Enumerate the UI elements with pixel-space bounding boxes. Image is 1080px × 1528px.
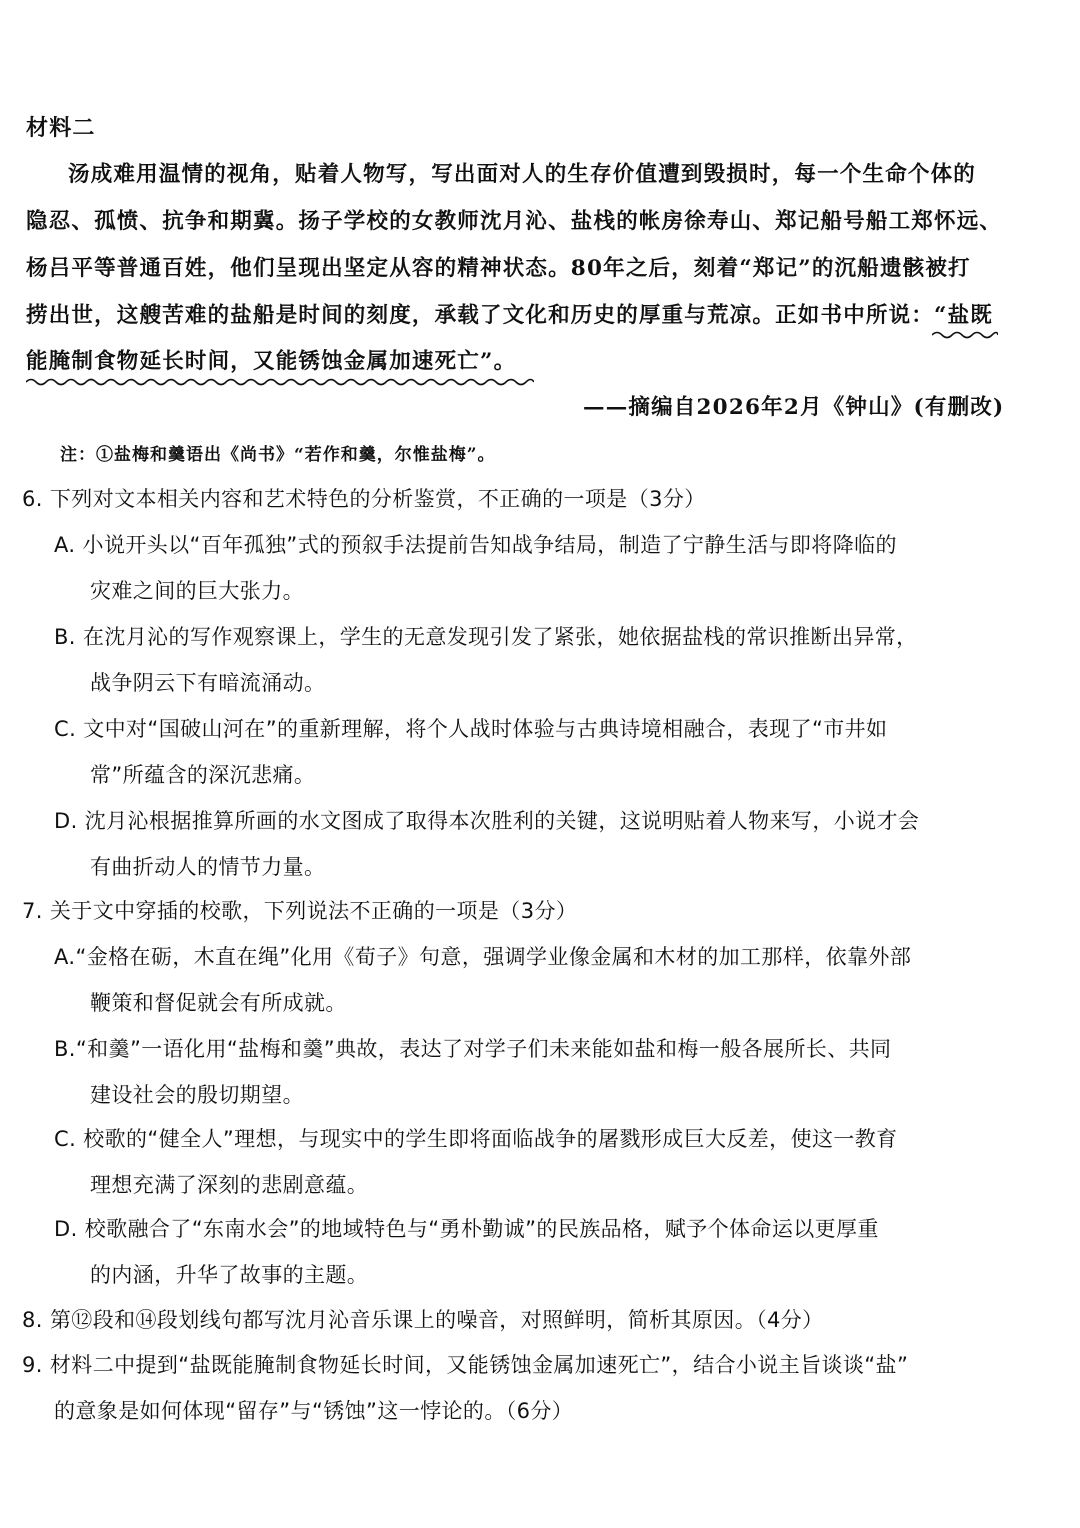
material-paragraph-line: 捞出世，这艘苦难的盐船是时间的刻度，承载了文化和历史的厚重与荒凉。正如书中所说：“盐既 bbox=[26, 303, 993, 328]
material-paragraph-line: 隐忍、孤愤、抗争和期冀。扬子学校的女教师沈月沁、盐栈的帐房徐寿山、郑记船号船工郑怀远、 bbox=[26, 209, 1003, 234]
question-7-option-b: B.“和羹”一语化用“盐梅和羹”典故，表达了对学子们未来能如盐和梅一般各展所长、共同 bbox=[54, 1037, 892, 1061]
question-7-option-a-cont: 鞭策和督促就会有所成就。 bbox=[90, 991, 347, 1015]
question-7-option-c-cont: 理想充满了深刻的悲剧意蕴。 bbox=[90, 1173, 369, 1197]
question-7-option-d-cont: 的内涵，升华了故事的主题。 bbox=[90, 1263, 369, 1287]
question-9-stem-cont: 的意象是如何体现“留存”与“锈蚀”这一悖论的。（6分） bbox=[54, 1399, 574, 1423]
question-6-option-c: C. 文中对“国破山河在”的重新理解，将个人战时体验与古典诗境相融合，表现了“市井如 bbox=[54, 717, 888, 741]
wavy-underline-second bbox=[26, 377, 534, 387]
question-7-option-c: C. 校歌的“健全人”理想，与现实中的学生即将面临战争的屠戮形成巨大反差，使这一教育 bbox=[54, 1127, 898, 1151]
question-7-option-b-cont: 建设社会的殷切期望。 bbox=[90, 1083, 304, 1107]
question-7-stem: 7. 关于文中穿插的校歌，下列说法不正确的一项是（3分） bbox=[22, 899, 578, 923]
material-paragraph-line: 能腌制食物延长时间，又能锈蚀金属加速死亡”。 bbox=[26, 349, 517, 374]
material-heading: 材料二 bbox=[26, 115, 96, 141]
question-6-option-b-cont: 战争阴云下有暗流涌动。 bbox=[90, 671, 326, 695]
question-6-option-a-cont: 灾难之间的巨大张力。 bbox=[90, 579, 304, 603]
material-source: ——摘编自2026年2月《钟山》(有删改) bbox=[583, 395, 1005, 420]
question-6-stem: 6. 下列对文本相关内容和艺术特色的分析鉴赏，不正确的一项是（3分） bbox=[22, 487, 706, 511]
question-6-option-d: D. 沈月沁根据推算所画的水文图成了取得本次胜利的关键，这说明贴着人物来写，小说才会 bbox=[54, 809, 920, 833]
question-7-option-d: D. 校歌融合了“东南水会”的地域特色与“勇朴勤诚”的民族品格，赋予个体命运以更厚重 bbox=[54, 1217, 879, 1241]
question-6-option-a: A. 小说开头以“百年孤独”式的预叙手法提前告知战争结局，制造了宁静生活与即将降临的 bbox=[54, 533, 897, 557]
question-6-option-d-cont: 有曲折动人的情节力量。 bbox=[90, 855, 326, 879]
material-paragraph-line: 杨吕平等普通百姓，他们呈现出坚定从容的精神状态。80年之后，刻着“郑记”的沉船遗骸被打 bbox=[26, 256, 971, 281]
question-7-option-a: A.“金格在砺，木直在绳”化用《荀子》句意，强调学业像金属和木材的加工那样，依靠外部 bbox=[54, 945, 912, 969]
question-8-stem: 8. 第⑫段和⑭段划线句都写沈月沁音乐课上的噪音，对照鲜明，简析其原因。（4分） bbox=[22, 1308, 824, 1332]
question-6-option-b: B. 在沈月沁的写作观察课上，学生的无意发现引发了紧张，她依据盐栈的常识推断出异常， bbox=[54, 625, 918, 649]
question-6-option-c-cont: 常”所蕴含的深沉悲痛。 bbox=[90, 763, 316, 787]
material-note: 注：①盐梅和羹语出《尚书》“若作和羹，尔惟盐梅”。 bbox=[60, 445, 496, 465]
question-9-stem: 9. 材料二中提到“盐既能腌制食物延长时间，又能锈蚀金属加速死亡”，结合小说主旨谈谈“盐” bbox=[22, 1353, 909, 1377]
material-paragraph-line: 汤成难用温情的视角，贴着人物写，写出面对人的生存价值遭到毁损时，每一个生命个体的 bbox=[68, 162, 977, 187]
wavy-underline-first bbox=[932, 330, 998, 340]
